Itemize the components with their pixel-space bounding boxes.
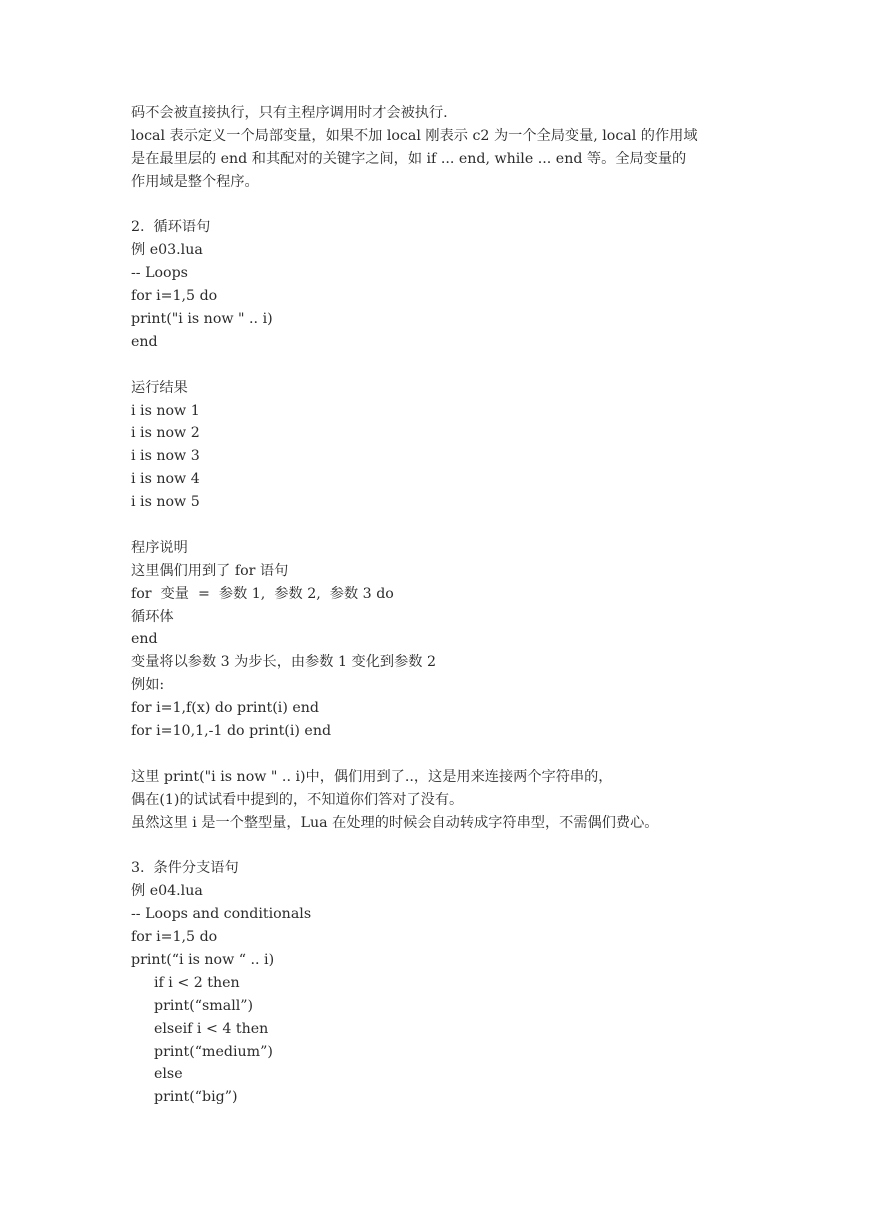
code-line-indented: print(“medium”) [154, 1043, 273, 1060]
document-page [131, 102, 831, 1109]
section-heading-conditionals: 3. 条件分支语句 [131, 860, 239, 877]
result-line: i is now 5 [131, 494, 200, 511]
spacer [131, 354, 831, 377]
intro-line: 是在最里层的 end 和其配对的关键字之间，如 if ... end, while ... end 等。全局变量的 [131, 150, 687, 167]
spacer [131, 194, 831, 217]
code-line-indented: else [154, 1066, 183, 1083]
spacer [131, 835, 831, 858]
note-line: 虽然这里 i 是一个整型量，Lua 在处理的时候会自动转成字符串型，不需偶们费心。 [131, 814, 659, 831]
explain-line: 这里偶们用到了 for 语句 [131, 562, 289, 579]
intro-line: 作用域是整个程序。 [131, 173, 259, 190]
explain-line: for i=10,1,-1 do print(i) end [131, 723, 332, 740]
code-line-indented: if i < 2 then [154, 974, 240, 991]
code-line: print("i is now " .. i) [131, 311, 273, 328]
explain-line: 例如: [131, 677, 165, 694]
intro-line: 码不会被直接执行，只有主程序调用时才会被执行. [131, 105, 448, 121]
code-line: print(“i is now “ .. i) [131, 951, 275, 968]
example-filename: 例 e04.lua [131, 883, 203, 900]
example-filename: 例 e03.lua [131, 242, 203, 259]
code-line: -- Loops [131, 265, 188, 282]
note-line: 这里 print("i is now " .. i)中，偶们用到了..，这是用来连接两个字符串的， [131, 768, 613, 785]
code-line: for i=1,5 do [131, 288, 218, 305]
explain-line: 循环体 [131, 608, 174, 625]
result-line: i is now 1 [131, 402, 200, 419]
code-line-indented: print(“big”) [154, 1089, 238, 1106]
explain-line: end [131, 631, 158, 648]
code-line-indented: print(“small”) [154, 997, 254, 1014]
spacer [131, 743, 831, 766]
code-line-indented: elseif i < 4 then [154, 1020, 269, 1037]
intro-line: local 表示定义一个局部变量，如果不加 local 刚表示 c2 为一个全局变量, local 的作用域 [131, 127, 698, 144]
note-line: 偶在(1)的试试看中提到的，不知道你们答对了没有。 [131, 791, 464, 808]
code-line: end [131, 333, 158, 350]
explain-line: 变量将以参数 3 为步长，由参数 1 变化到参数 2 [131, 654, 437, 671]
explain-heading: 程序说明 [131, 539, 188, 556]
result-line: i is now 2 [131, 425, 200, 442]
result-line: i is now 4 [131, 471, 200, 488]
explain-line: for 变量 = 参数 1, 参数 2, 参数 3 do [131, 585, 394, 602]
section-heading-loops: 2. 循环语句 [131, 219, 211, 236]
code-line: -- Loops and conditionals [131, 906, 312, 923]
result-heading: 运行结果 [131, 379, 188, 396]
explain-line: for i=1,f(x) do print(i) end [131, 700, 319, 717]
spacer [131, 514, 831, 537]
result-line: i is now 3 [131, 448, 200, 465]
code-line: for i=1,5 do [131, 929, 218, 946]
